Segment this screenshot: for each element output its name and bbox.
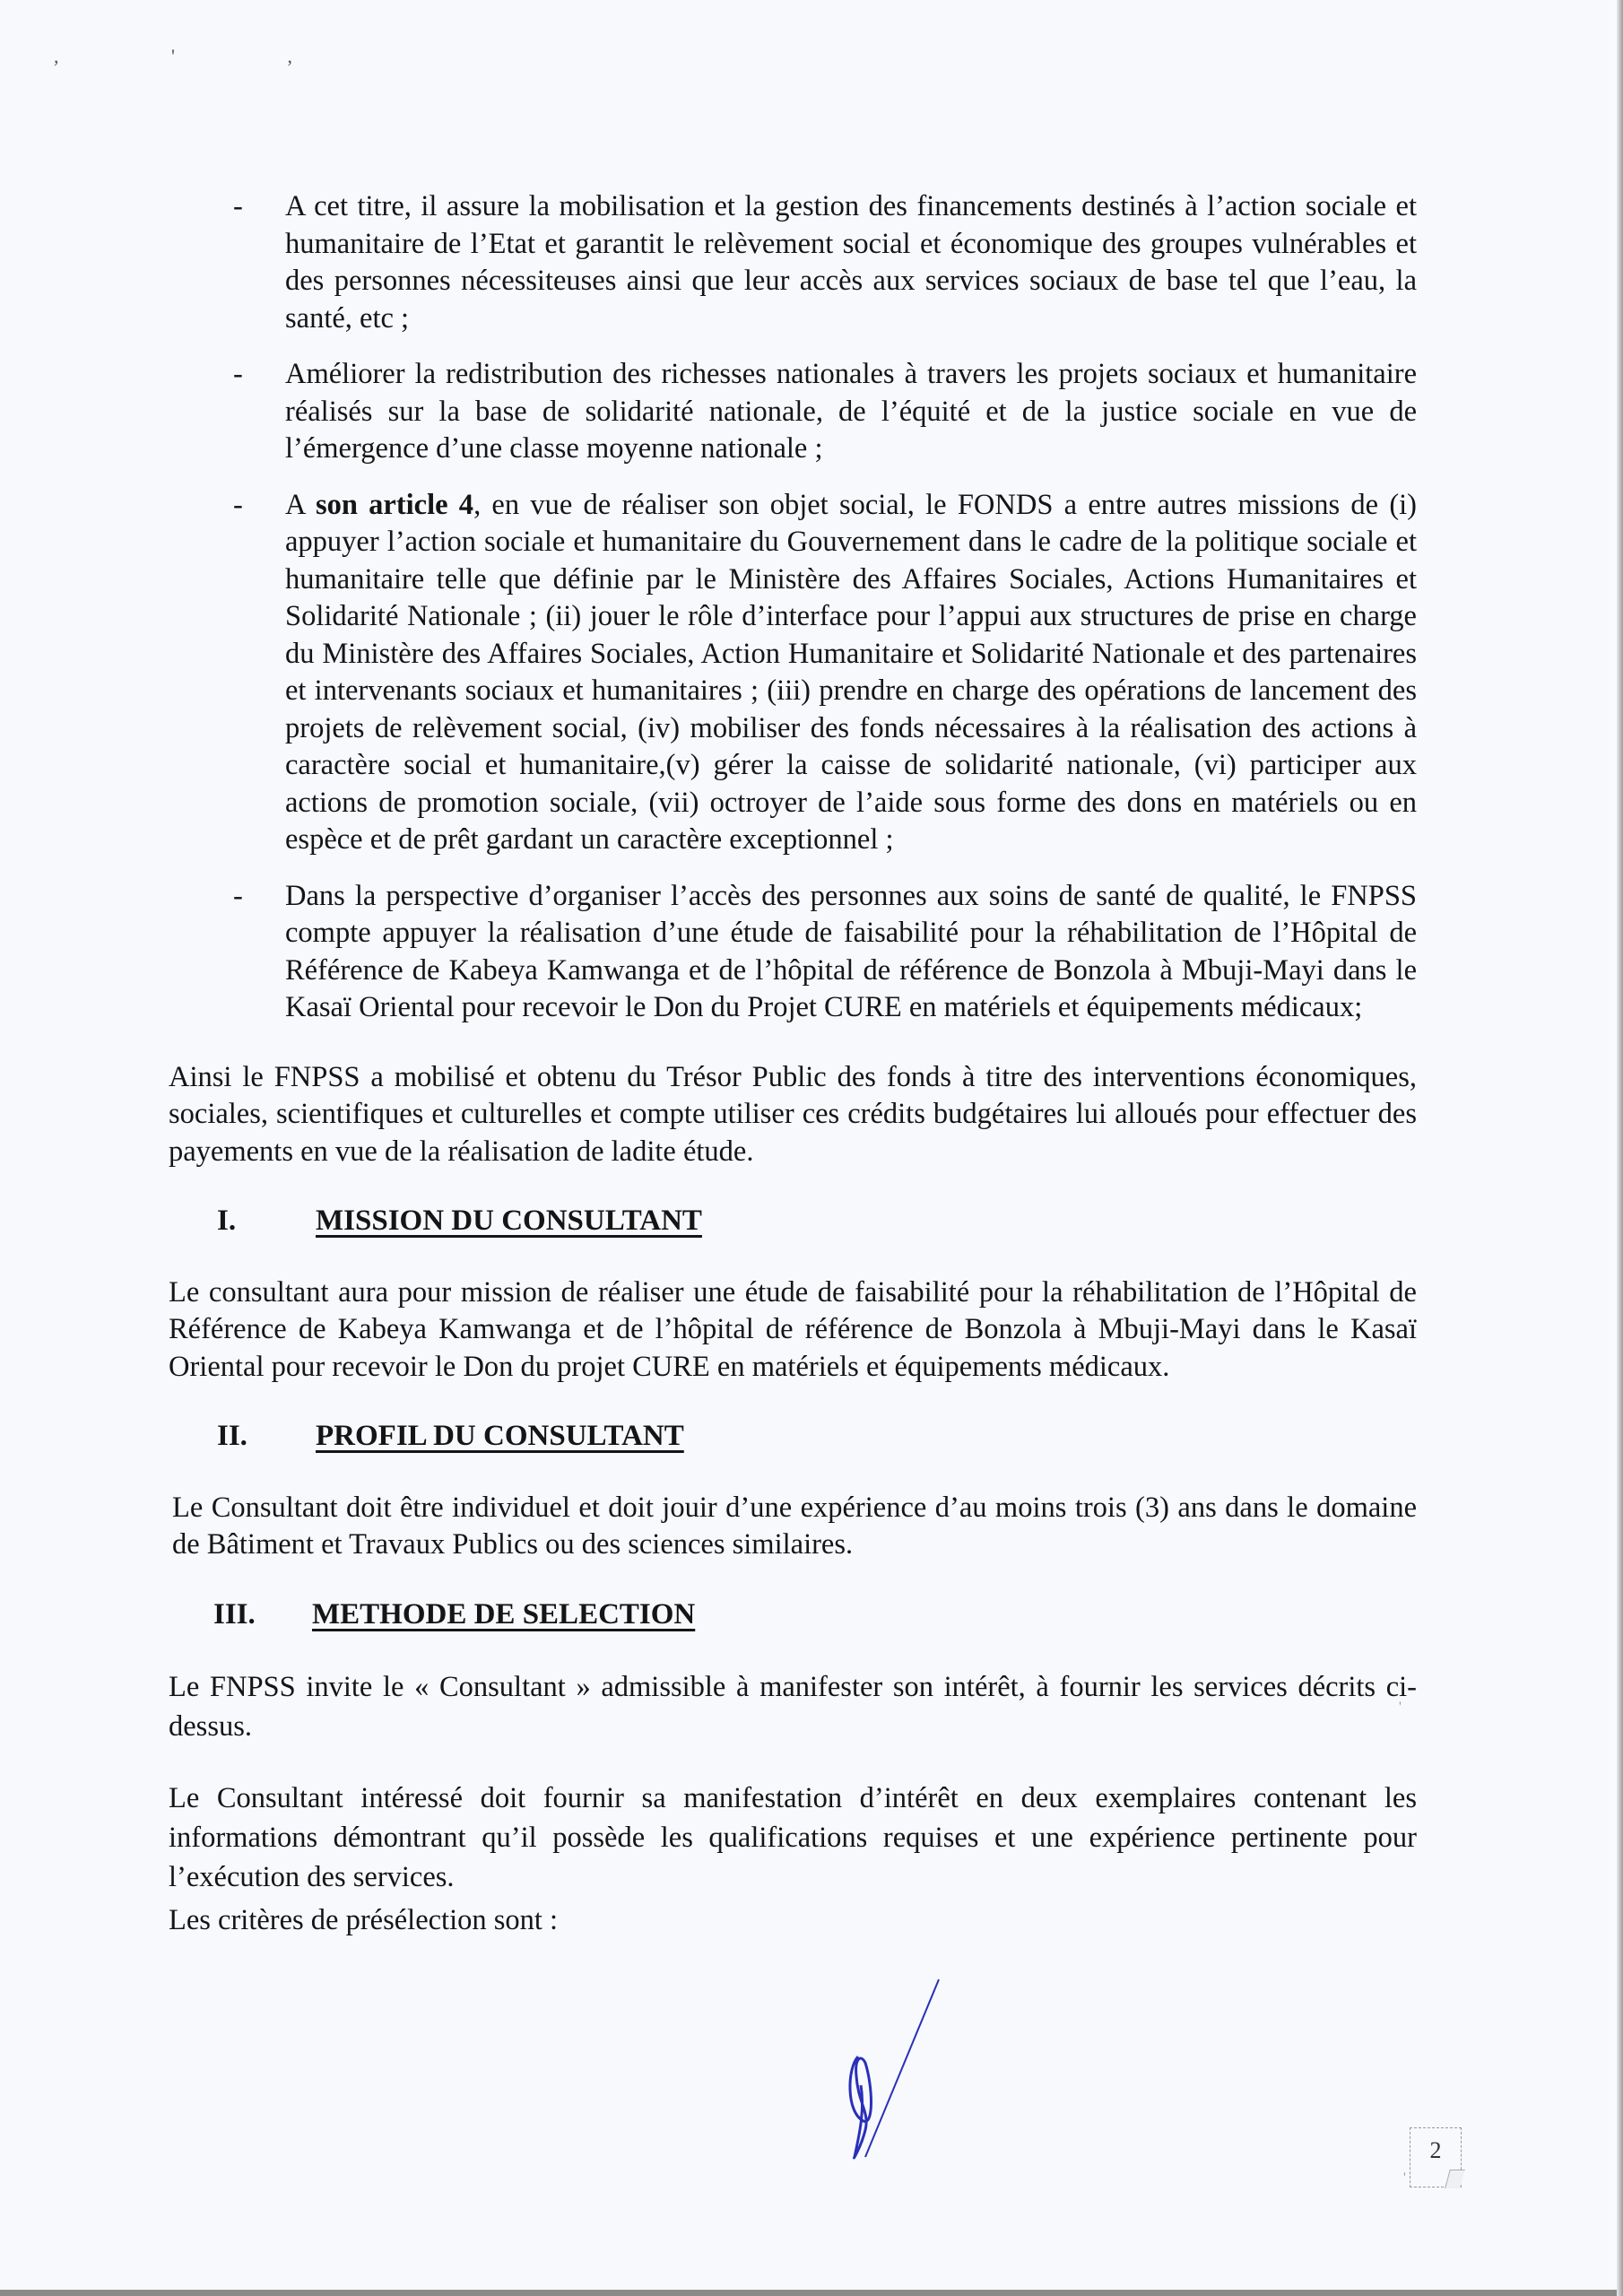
document-page — [161, 188, 1417, 1972]
bullet-item — [161, 487, 1417, 859]
section-title: METHODE DE SELECTION — [312, 1597, 696, 1631]
scan-edge-bottom — [0, 2290, 1623, 2296]
bullet-item — [161, 878, 1417, 1027]
section-heading-methode — [213, 1596, 1417, 1634]
bullet-marker: - — [233, 358, 243, 390]
scan-speck: ' — [1399, 1700, 1402, 1715]
handwritten-signature — [838, 1978, 946, 2170]
scan-edge-right — [1617, 0, 1623, 2296]
bullet-item — [161, 188, 1417, 337]
section-number: I. — [217, 1205, 237, 1237]
scan-speck: ' — [1403, 2170, 1406, 2186]
bullet-text: Améliorer la redistribution des richesses nationales à travers les projets sociaux et humanitaire réalisés sur la base de solidarité nationale, de l’équité et de la justice sociale en vue de l’émergence d’une classe moyenne nationale ; — [285, 358, 1417, 465]
section-paragraph: Les critères de présélection sont : — [169, 1904, 559, 1936]
bullet-text: A cet titre, il assure la mobilisation et la gestion des financements destinés à l’action sociale et humanitaire de l’Etat et garantit le relèvement social et économique des groupes vulnérables et des personnes nécessiteuses ainsi que leur accès aux services sociaux de base tel que l’eau, la santé, etc ; — [285, 190, 1417, 335]
page-number-text: 2 — [1429, 2137, 1442, 2163]
bullet-marker: - — [233, 488, 243, 521]
section-paragraph: Le Consultant doit être individuel et doit jouir d’une expérience d’au moins trois (3) ans dans le domaine de Bâtiment et Travaux Publics ou des sciences similaires. — [172, 1491, 1417, 1561]
bullet-marker: - — [233, 190, 243, 222]
intro-paragraph: Ainsi le FNPSS a mobilisé et obtenu du Trésor Public des fonds à titre des interventions économiques, sociales, scientifiques et culturelles et compte utiliser ces crédits budgétaires lui alloués pour effectuer des payements en vue de la réalisation de ladite étude. — [169, 1060, 1417, 1168]
section-paragraph: Le consultant aura pour mission de réaliser une étude de faisabilité pour la réhabilitation de l’Hôpital de Référence de Kabeya Kamwanga et de l’hôpital de référence de Bonzola à Mbuji-Mayi dans le Kasaï Oriental pour recevoir le Don du projet CURE en matériels et équipements médicaux. — [169, 1275, 1417, 1383]
bullet-item — [161, 356, 1417, 468]
section-paragraph: Le FNPSS invite le « Consultant » admissible à manifester son intérêt, à fournir les services décrits ci-dessus. — [169, 1671, 1417, 1743]
section-heading-mission — [217, 1203, 1417, 1240]
bold-reference: son article 4 — [315, 488, 474, 521]
bullet-text: Dans la perspective d’organiser l’accès des personnes aux soins de santé de qualité, le FNPSS compte appuyer la réalisation d’une étude de faisabilité pour la réhabilitation de l’Hôpital de Référence de Kabeya Kamwanga et de l’hôpital de référence de Bonzola à Mbuji-Mayi dans le Kasaï Oriental pour recevoir le Don du Projet CURE en matériels et équipements médicaux; — [285, 879, 1417, 1023]
bullet-prefix: A — [285, 488, 316, 521]
scan-specks: , ' , — [54, 45, 346, 67]
bullet-body: , en vue de réaliser son objet social, le FONDS a entre autres missions de (i) appuyer l’action sociale et humanitaire du Gouvernement dans le cadre de la politique sociale et humanitaire telle que définie par le Ministère des Affaires Sociales, Actions Humanitaires et Solidarité Nationale ; (ii) jouer le rôle d’interface pour l’appui aux structures de prise en charge du Ministère des Affaires Sociales, Action Humanitaire et Solidarité Nationale et des partenaires et intervenants sociaux et humanitaires ; (iii) prendre en charge des opérations de lancement des projets de relèvement social, (iv) mobiliser des fonds nécessaires à la réalisation des actions à caractère social et humanitaire,(v) gérer la caisse de solidarité nationale, (vi) participer aux actions de promotion sociale, (vii) octroyer de l’aide sous forme des dons en matériels ou en espèce et de prêt gardant un caractère exceptionnel ; — [285, 488, 1417, 856]
bullet-text — [285, 487, 1417, 859]
section-paragraph: Le Consultant intéressé doit fournir sa manifestation d’intérêt en deux exemplaires contenant les informations démontrant qu’il possède les qualifications requises et une expérience pertinente pour l’exécution des services. — [169, 1782, 1417, 1893]
bullet-marker: - — [233, 879, 243, 912]
section-number: III. — [213, 1597, 256, 1631]
section-title: PROFIL DU CONSULTANT — [316, 1420, 684, 1452]
section-title: MISSION DU CONSULTANT — [316, 1205, 702, 1237]
page-number — [1410, 2127, 1462, 2187]
page-curl-icon — [1445, 2170, 1465, 2188]
section-number: II. — [217, 1420, 247, 1452]
section-heading-profil — [217, 1418, 1417, 1456]
